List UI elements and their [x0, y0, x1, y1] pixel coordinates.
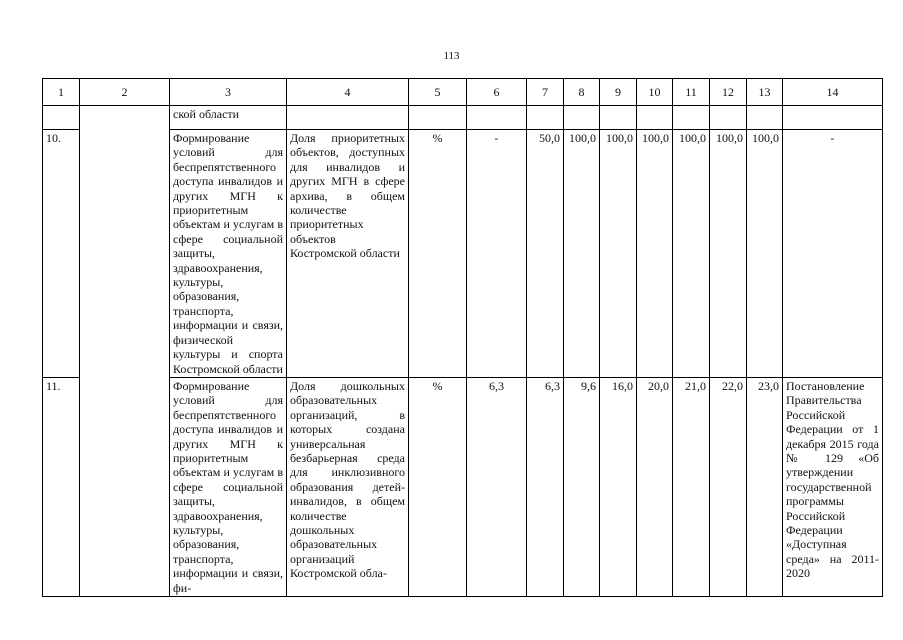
continuation-text: ской области	[170, 106, 287, 130]
continuation-row	[43, 106, 883, 130]
header-cell-5: 5	[409, 79, 467, 106]
header-cell-4: 4	[287, 79, 409, 106]
value-col13: 100,0	[747, 130, 783, 378]
measure-name: Формирование условий для беспрепятственного доступа инвалидов и других МГН к приоритетным объектам и услугам в сфере социальной защиты, здравоохранения, культуры, образования, транспорта, информации и связи, фи-	[170, 377, 287, 596]
value-col10: 20,0	[637, 377, 673, 596]
header-cell-8: 8	[564, 79, 600, 106]
value-col9: 16,0	[600, 377, 637, 596]
header-row	[43, 79, 883, 106]
row-number: 11.	[43, 377, 80, 596]
value-col10: 100,0	[637, 130, 673, 378]
value-col9: 100,0	[600, 130, 637, 378]
value-col8: 100,0	[564, 130, 600, 378]
value-col7: 6,3	[527, 377, 564, 596]
header-cell-10: 10	[637, 79, 673, 106]
source-document: -	[783, 130, 883, 378]
indicator-name: Доля приоритетных объектов, доступных для инвалидов и других МГН в сфере архива, в общем количестве приоритетных объектов Костромской области	[287, 130, 409, 378]
unit: %	[409, 377, 467, 596]
value-col11: 100,0	[673, 130, 710, 378]
base-value: 6,3	[467, 377, 527, 596]
merged-col2-cell	[80, 106, 170, 597]
header-cell-2: 2	[80, 79, 170, 106]
row-number: 10.	[43, 130, 80, 378]
header-cell-11: 11	[673, 79, 710, 106]
value-col12: 100,0	[710, 130, 747, 378]
measure-name: Формирование условий для беспрепятственного доступа инвалидов и других МГН к приоритетным объектам и услугам в сфере социальной защиты, здравоохранения, культуры, образования, транспорта, информации и связи, физической культуры и спорта Костромской области	[170, 130, 287, 378]
header-cell-1: 1	[43, 79, 80, 106]
value-col12: 22,0	[710, 377, 747, 596]
source-document: Постановление Правительства Российской Федерации от 1 декабря 2015 года № 129 «Об утверждении государственной программы Российской Федерации «Доступная среда» на 2011-2020	[783, 377, 883, 596]
indicator-name: Доля дошкольных образовательных организаций, в которых создана универсальная безбарьерная среда для инклюзивного образования детей-инвалидов, в общем количестве дошкольных образовательных организаций Костромской обла-	[287, 377, 409, 596]
header-cell-12: 12	[710, 79, 747, 106]
value-col13: 23,0	[747, 377, 783, 596]
indicators-table	[42, 78, 883, 597]
header-cell-6: 6	[467, 79, 527, 106]
value-col8: 9,6	[564, 377, 600, 596]
header-cell-13: 13	[747, 79, 783, 106]
header-cell-7: 7	[527, 79, 564, 106]
header-cell-3: 3	[170, 79, 287, 106]
page-number: 113	[443, 50, 460, 62]
header-cell-9: 9	[600, 79, 637, 106]
cell-empty	[43, 106, 80, 130]
header-cell-14: 14	[783, 79, 883, 106]
base-value: -	[467, 130, 527, 378]
value-col11: 21,0	[673, 377, 710, 596]
value-col7: 50,0	[527, 130, 564, 378]
unit: %	[409, 130, 467, 378]
